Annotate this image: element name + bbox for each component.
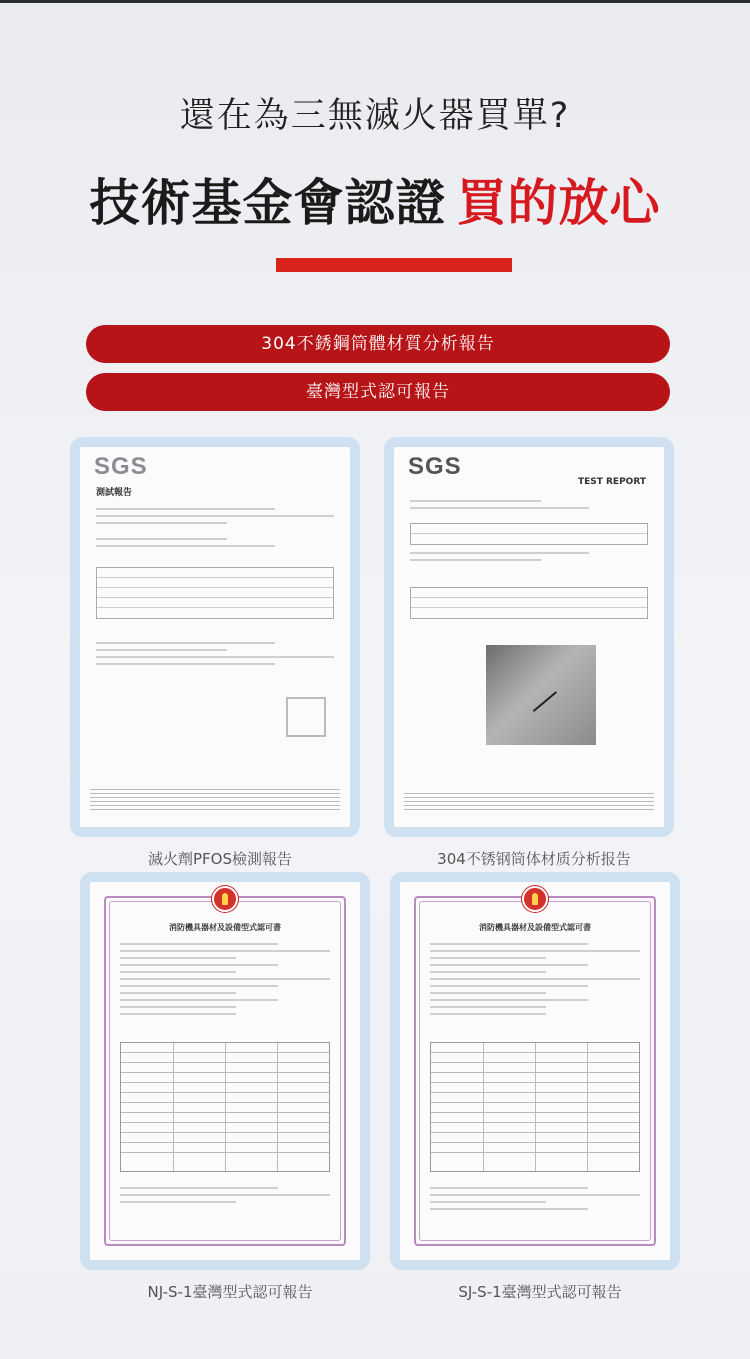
doc-notes: [96, 637, 334, 670]
sgs-logo: SGS: [408, 453, 462, 480]
top-bar: [0, 0, 750, 3]
cert-table: [120, 1042, 330, 1172]
doc-footer: [404, 790, 654, 813]
headline-accent: 買的放心: [456, 174, 661, 232]
doc-card-nj-s-1[interactable]: [80, 872, 370, 1270]
doc-image-stainless: [394, 447, 664, 827]
page-headline: [0, 163, 750, 235]
doc-footer: [90, 786, 340, 813]
fire-emblem-icon: [212, 886, 238, 912]
stamp-mark: [286, 697, 326, 737]
doc-table: [96, 567, 334, 619]
cert-text-lines: [120, 938, 330, 1020]
doc-image-pfos: [80, 447, 350, 827]
cert-title: 消防機具器材及設備型式認可書: [479, 923, 591, 932]
cert-text-lines: [430, 938, 640, 1020]
doc-image-sj-s-1: [400, 882, 670, 1260]
cert-notes: [430, 1182, 640, 1215]
doc-table-1: [410, 523, 648, 545]
pill-stainless-analysis: 304不銹鋼筒體材質分析報告: [86, 325, 670, 363]
doc-title: TEST REPORT: [577, 477, 646, 487]
cert-title: 消防機具器材及設備型式認可書: [169, 923, 281, 932]
caption-nj-s-1: NJ-S-1臺灣型式認可報告: [147, 1283, 313, 1301]
doc-card-pfos[interactable]: [70, 437, 360, 837]
caption-stainless: 304不锈钢筒体材质分析报告: [437, 850, 631, 868]
doc-text-lines: [96, 503, 334, 552]
pill-taiwan-approval: 臺灣型式認可報告: [86, 373, 670, 411]
headline-main: 技術基金會認證: [89, 174, 447, 232]
doc-notes-1: [410, 547, 648, 566]
sgs-logo: SGS: [94, 453, 148, 480]
doc-title: 測試報告: [96, 488, 133, 498]
caption-pfos: 滅火劑PFOS檢測報告: [147, 850, 292, 868]
doc-text-lines: [410, 495, 648, 514]
caption-sj-s-1: SJ-S-1臺灣型式認可報告: [458, 1283, 622, 1301]
page-subtitle: 還在為三無滅火器買單?: [179, 96, 571, 136]
doc-image-nj-s-1: [90, 882, 360, 1260]
doc-card-stainless[interactable]: [384, 437, 674, 837]
doc-card-sj-s-1[interactable]: [390, 872, 680, 1270]
sample-photo: [486, 645, 596, 745]
doc-table-2: [410, 587, 648, 619]
cert-table: [430, 1042, 640, 1172]
fire-emblem-icon: [522, 886, 548, 912]
red-divider: [276, 258, 512, 272]
cert-notes: [120, 1182, 330, 1208]
